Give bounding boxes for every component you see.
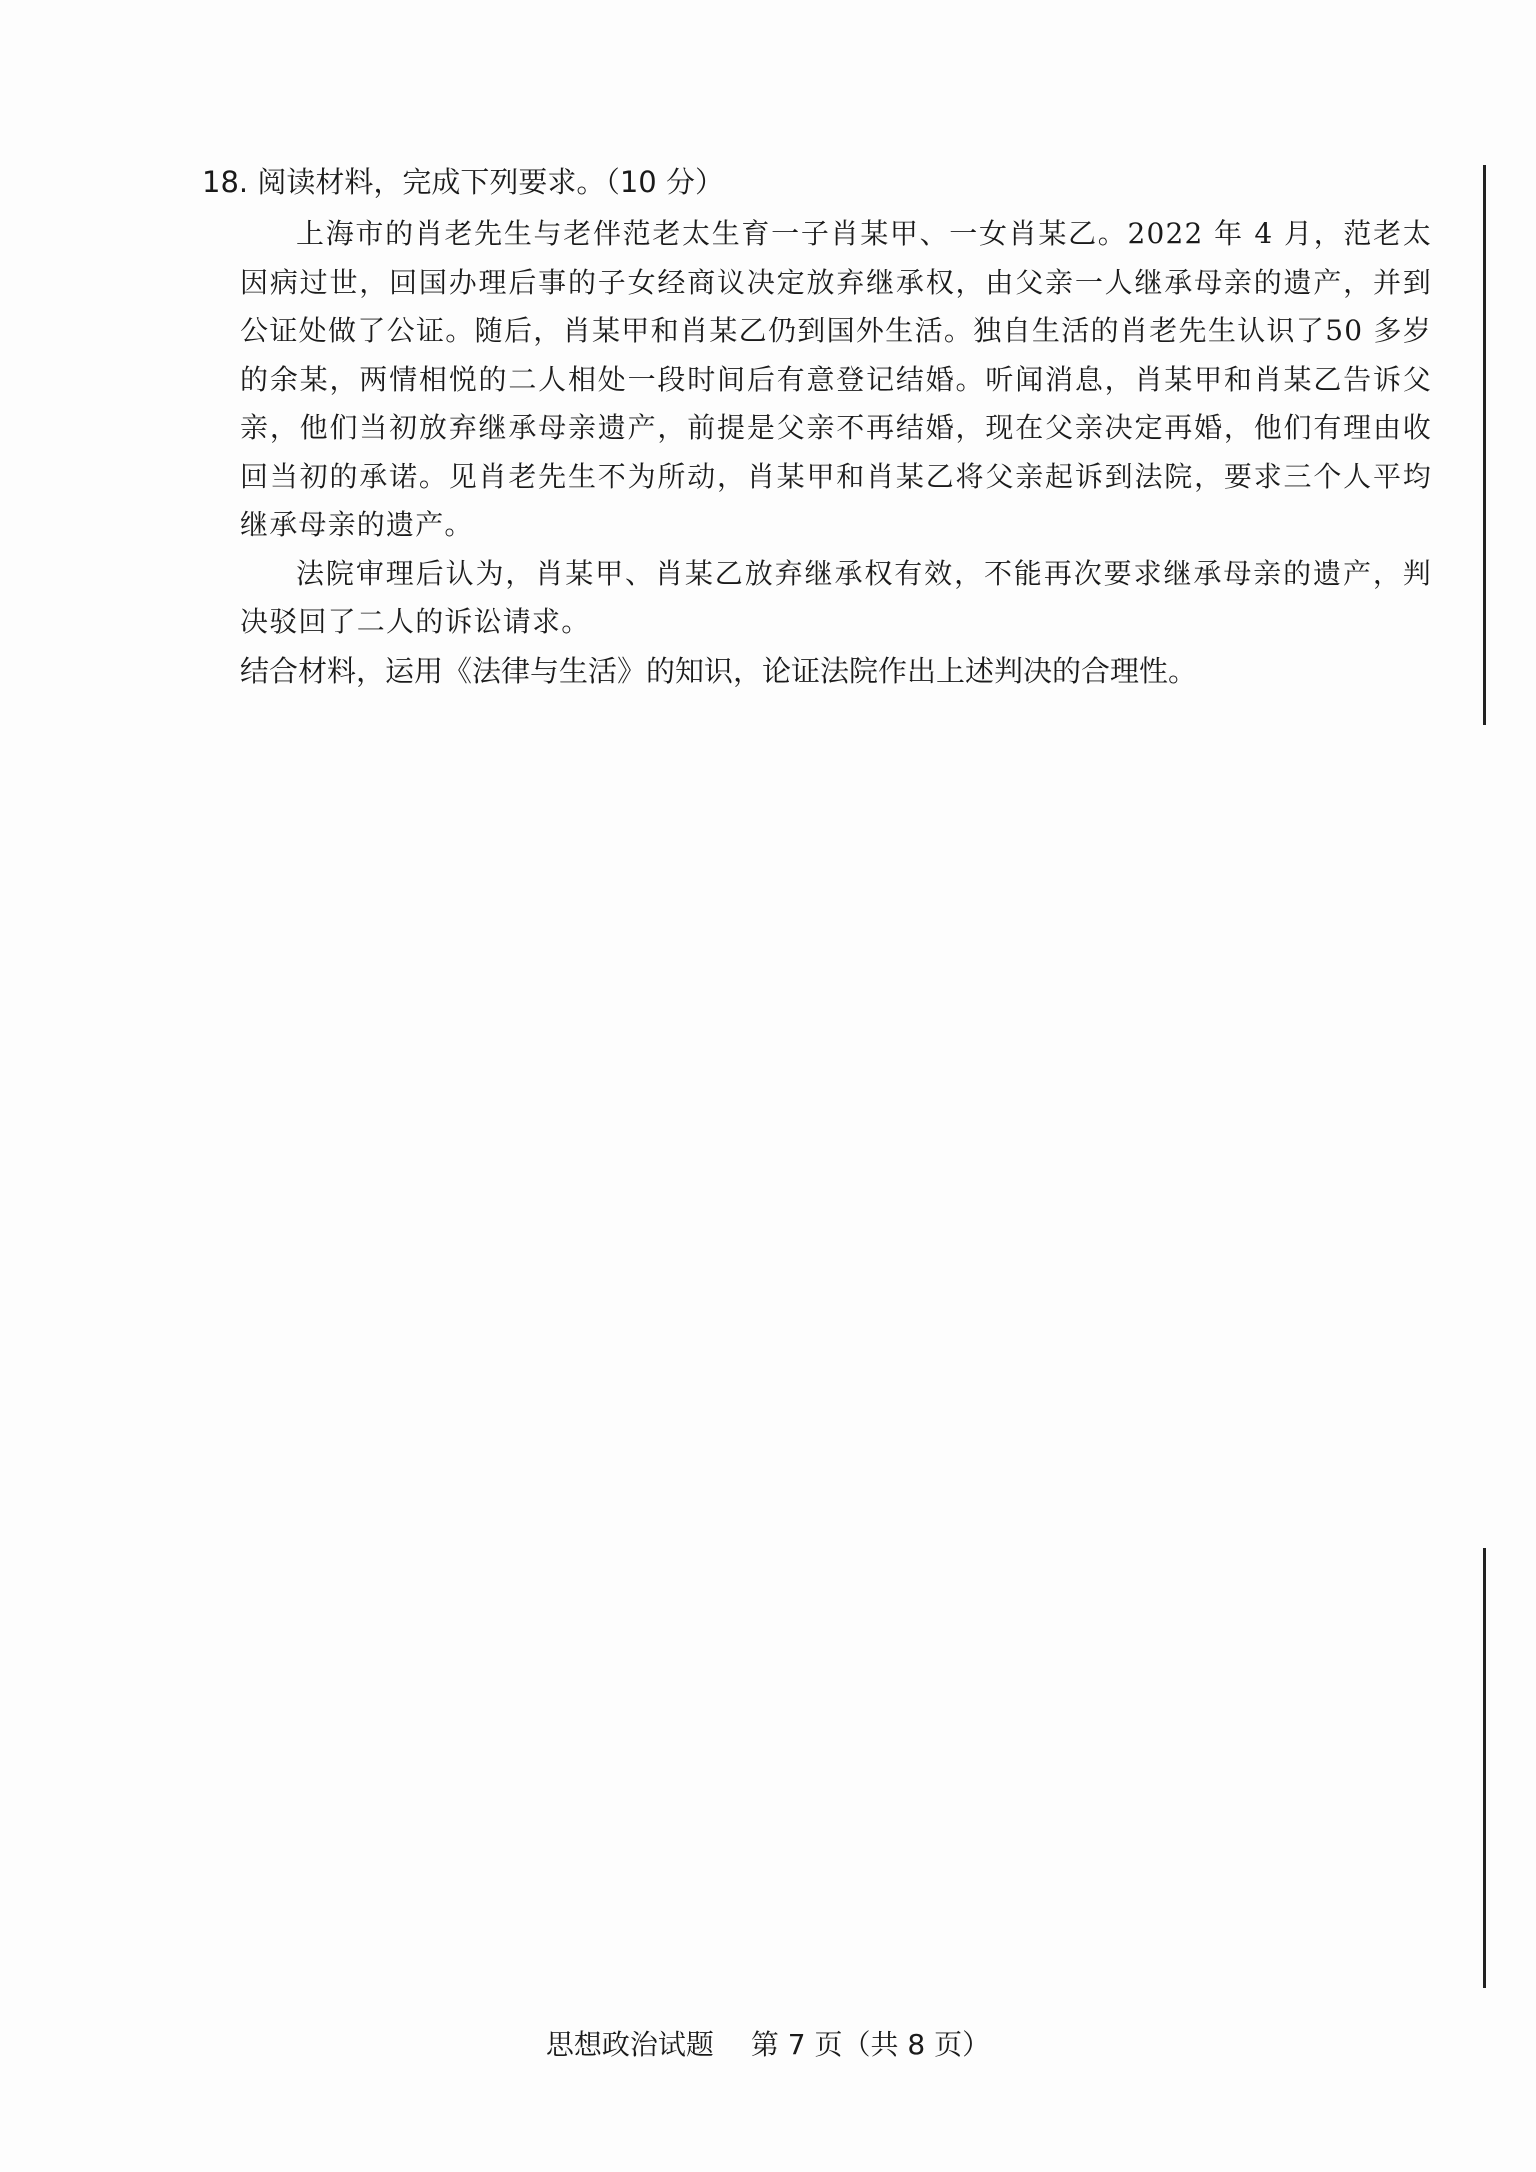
page-footer	[0, 2025, 1536, 2065]
footer-subject: 思想政治试题	[545, 2028, 714, 2061]
question-title: 18. 阅读材料，完成下列要求。（10 分）	[202, 165, 724, 199]
material-paragraph: 法院审理后认为，肖某甲、肖某乙放弃继承权有效，不能再次要求继承母亲的遗产，判决驳回了二人的诉讼请求。	[240, 556, 1432, 638]
margin-rule	[1483, 1548, 1486, 1988]
question-task: 结合材料，运用《法律与生活》的知识，论证法院作出上述判决的合理性。	[240, 653, 1198, 688]
margin-rule	[1483, 165, 1486, 725]
material-paragraph: 上海市的肖老先生与老伴范老太生育一子肖某甲、一女肖某乙。2022 年 4 月，范老太因病过世，回国办理后事的子女经商议决定放弃继承权，由父亲一人继承母亲的遗产，并到公证处做了公证。随后，肖某甲和肖某乙仍到国外生活。独自生活的肖老先生认识了50 多岁的余某，两情相悦的二人相处一段时间后有意登记结婚。听闻消息，肖某甲和肖某乙告诉父亲，他们当初放弃继承母亲遗产，前提是父亲不再结婚，现在父亲决定再婚，他们有理由收回当初的承诺。见肖老先生不为所动，肖某甲和肖某乙将父亲起诉到法院，要求三个人平均继承母亲的遗产。	[240, 217, 1432, 541]
question-18	[202, 160, 1432, 695]
footer-page-number: 第 7 页（共 8 页）	[750, 2028, 991, 2061]
